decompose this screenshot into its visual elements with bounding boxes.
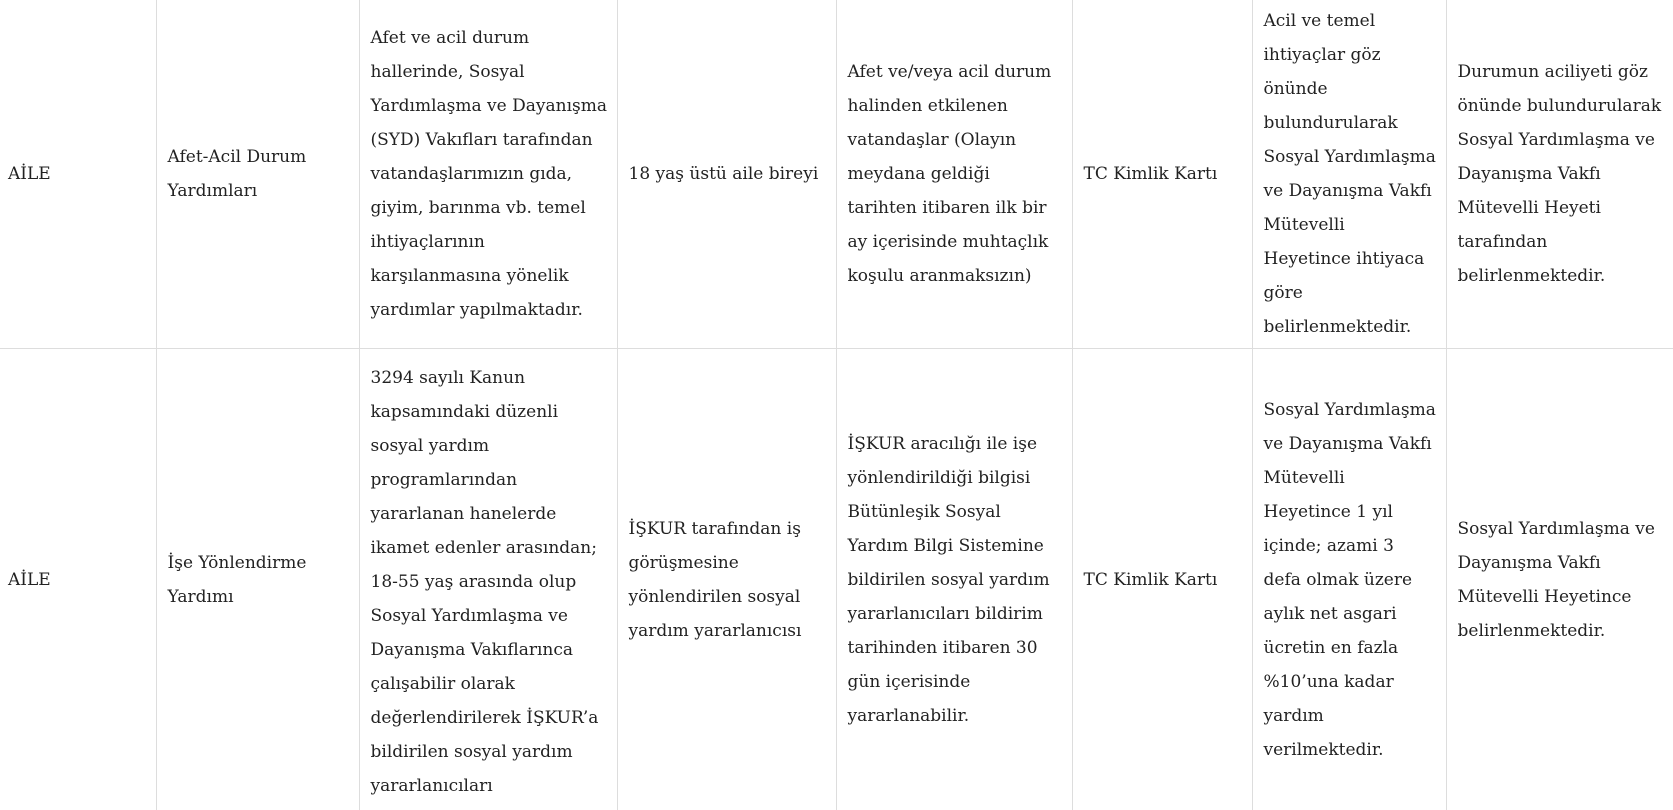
table-row xyxy=(0,349,1673,810)
category-cell: AİLE xyxy=(0,0,156,349)
benefit-name-cell: İşe Yönlendirme Yardımı xyxy=(156,349,359,810)
category-cell: AİLE xyxy=(0,349,156,810)
beneficiary-cell: 18 yaş üstü aile bireyi xyxy=(617,0,836,349)
amount-cell: Sosyal Yardımlaşma ve Dayanışma Vakfı Mütevelli Heyetince 1 yıl içinde; azami 3 defa olmak üzere aylık net asgari ücretin en fazla %10’una kadar yardım verilmektedir. xyxy=(1252,349,1446,810)
decision-cell: Durumun aciliyeti göz önünde bulundurularak Sosyal Yardımlaşma ve Dayanışma Vakfı Mütevelli Heyeti tarafından belirlenmektedir. xyxy=(1446,0,1673,349)
benefit-name-cell: Afet-Acil Durum Yardımları xyxy=(156,0,359,349)
conditions-cell: Afet ve/veya acil durum halinden etkilenen vatandaşlar (Olayın meydana geldiği tarihten itibaren ilk bir ay içerisinde muhtaçlık koşulu aranmaksızın) xyxy=(836,0,1072,349)
conditions-cell: İŞKUR aracılığı ile işe yönlendirildiği bilgisi Bütünleşik Sosyal Yardım Bilgi Sistemine bildirilen sosyal yardım yararlanıcıları bildirim tarihinden itibaren 30 gün içerisinde yararlanabilir. xyxy=(836,349,1072,810)
documents-cell: TC Kimlik Kartı xyxy=(1072,349,1252,810)
table-row xyxy=(0,0,1673,349)
decision-cell: Sosyal Yardımlaşma ve Dayanışma Vakfı Mütevelli Heyetince belirlenmektedir. xyxy=(1446,349,1673,810)
description-cell: 3294 sayılı Kanun kapsamındaki düzenli sosyal yardım programlarından yararlanan hanelerde ikamet edenler arasından; 18-55 yaş arasında olup Sosyal Yardımlaşma ve Dayanışma Vakıflarınca çalışabilir olarak değerlendirilerek İŞKUR’a bildirilen sosyal yardım yararlanıcıları xyxy=(359,349,617,810)
beneficiary-cell: İŞKUR tarafından iş görüşmesine yönlendirilen sosyal yardım yararlanıcısı xyxy=(617,349,836,810)
amount-cell: Acil ve temel ihtiyaçlar göz önünde bulundurularak Sosyal Yardımlaşma ve Dayanışma Vakfı Mütevelli Heyetince ihtiyaca göre belirlenmektedir. xyxy=(1252,0,1446,349)
description-cell: Afet ve acil durum hallerinde, Sosyal Yardımlaşma ve Dayanışma (SYD) Vakıfları tarafından vatandaşlarımızın gıda, giyim, barınma vb. temel ihtiyaçlarının karşılanmasına yönelik yardımlar yapılmaktadır. xyxy=(359,0,617,349)
documents-cell: TC Kimlik Kartı xyxy=(1072,0,1252,349)
